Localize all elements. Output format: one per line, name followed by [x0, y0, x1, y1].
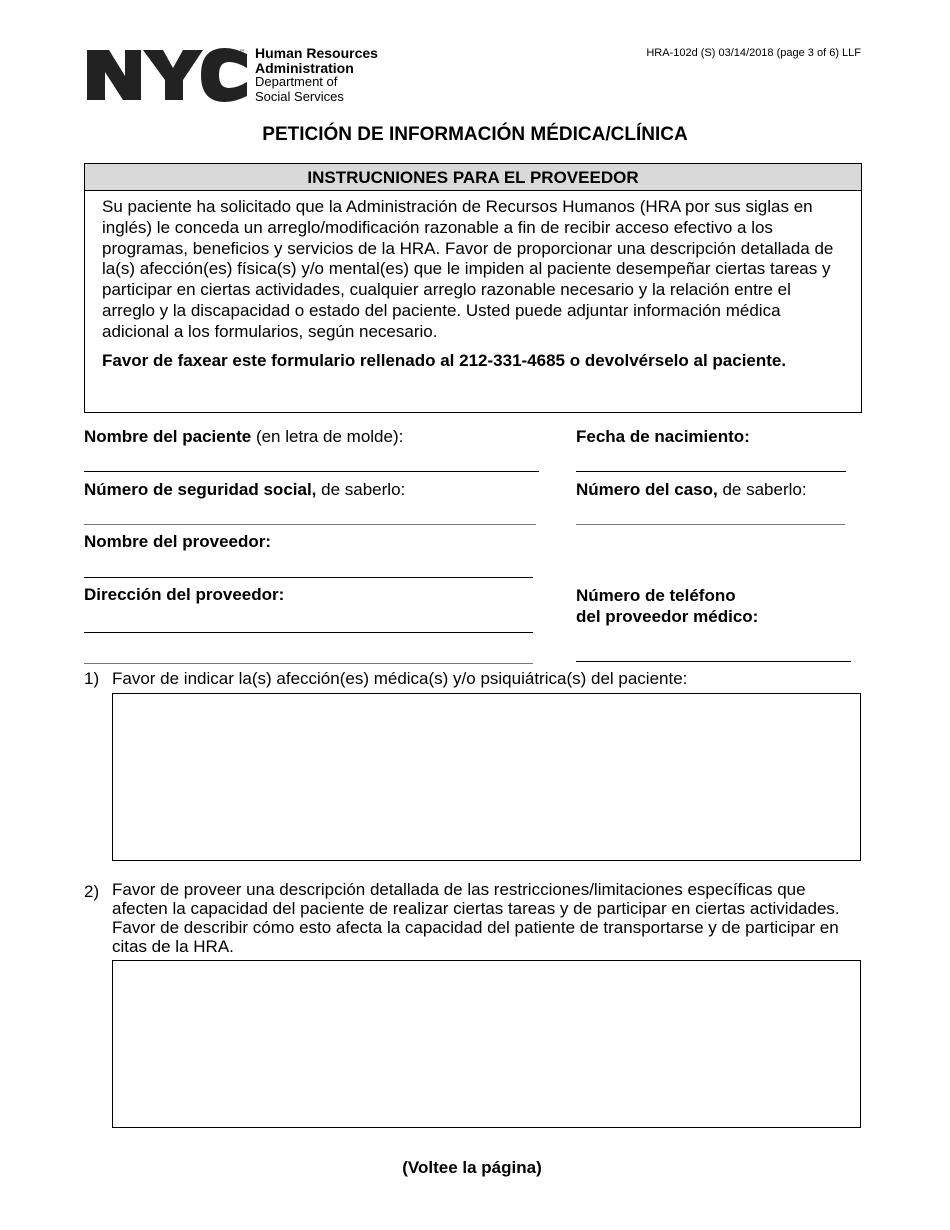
svg-text:™: ™ [239, 49, 245, 56]
case-number-label: Número del caso, de saberlo: [576, 480, 807, 499]
dob-label: Fecha de nacimiento: [576, 427, 750, 446]
patient-name-label: Nombre del paciente (en letra de molde): [84, 427, 404, 446]
form-id: HRA-102d (S) 03/14/2018 (page 3 of 6) LLF [646, 47, 861, 59]
question-1-text: Favor de indicar la(s) afección(es) médica(s) y/o psiquiátrica(s) del paciente: [112, 669, 688, 688]
patient-name-field[interactable] [84, 471, 539, 472]
case-number-field[interactable] [576, 524, 845, 525]
provider-address-label: Dirección del proveedor: [84, 585, 285, 604]
agency-line-1: Human Resources [255, 45, 378, 61]
ssn-label: Número de seguridad social, de saberlo: [84, 480, 406, 499]
provider-address-field-1[interactable] [84, 632, 533, 633]
agency-line-4: Social Services [255, 88, 344, 104]
agency-line-3: Department of [255, 74, 338, 89]
provider-name-field[interactable] [84, 577, 533, 578]
nyc-hra-logo [85, 46, 395, 104]
question-1-answer-box[interactable] [112, 693, 861, 861]
fax-instructions: Favor de faxear este formulario rellenado al 212-331-4685 o devolvérselo al paciente. [102, 350, 787, 370]
turn-page-note: (Voltee la página) [402, 1158, 542, 1177]
instructions-heading: INSTRUCNIONES PARA EL PROVEEDOR [85, 164, 861, 191]
dob-field[interactable] [576, 471, 846, 472]
provider-phone-field[interactable] [576, 661, 851, 662]
question-2-number: 2) [84, 882, 100, 901]
provider-address-field-2[interactable] [84, 663, 533, 664]
provider-name-label: Nombre del proveedor: [84, 532, 272, 551]
provider-phone-label: Número de teléfono del proveedor médico: [576, 586, 759, 626]
instructions-box [84, 163, 862, 413]
question-2-text: Favor de proveer una descripción detallada de las restricciones/limitaciones específicas que afecten la capacidad del paciente de realizar ciertas tareas y de participar en ciertas actividades. Favor de describir cómo esto afecta la capacidad del patiente de transportarse y de participar en citas de la HRA. [112, 880, 840, 956]
nyc-logo-icon [85, 46, 250, 102]
ssn-field[interactable] [84, 524, 536, 525]
question-1-number: 1) [84, 669, 100, 688]
agency-line-2: Administration [255, 59, 354, 76]
page-title: PETICIÓN DE INFORMACIÓN MÉDICA/CLÍNICA [262, 124, 688, 145]
instructions-body: Su paciente ha solicitado que la Administración de Recursos Humanos (HRA por sus siglas en inglés) le conceda un arreglo/modificación razonable a fin de recibir acceso efectivo a los programas, beneficios y servicios de la HRA. Favor de proporcionar una descripción detallada de la(s) afección(es) física(s) y/o mental(es) que le impiden al paciente desempeñar ciertas tareas y participar en ciertas actividades, cualquier arreglo razonable necesario y la relación entre el arreglo y la discapacidad o estado del paciente. Usted puede adjuntar información médica adicional a los formularios, según necesario. [102, 197, 834, 341]
question-2-answer-box[interactable] [112, 960, 861, 1128]
